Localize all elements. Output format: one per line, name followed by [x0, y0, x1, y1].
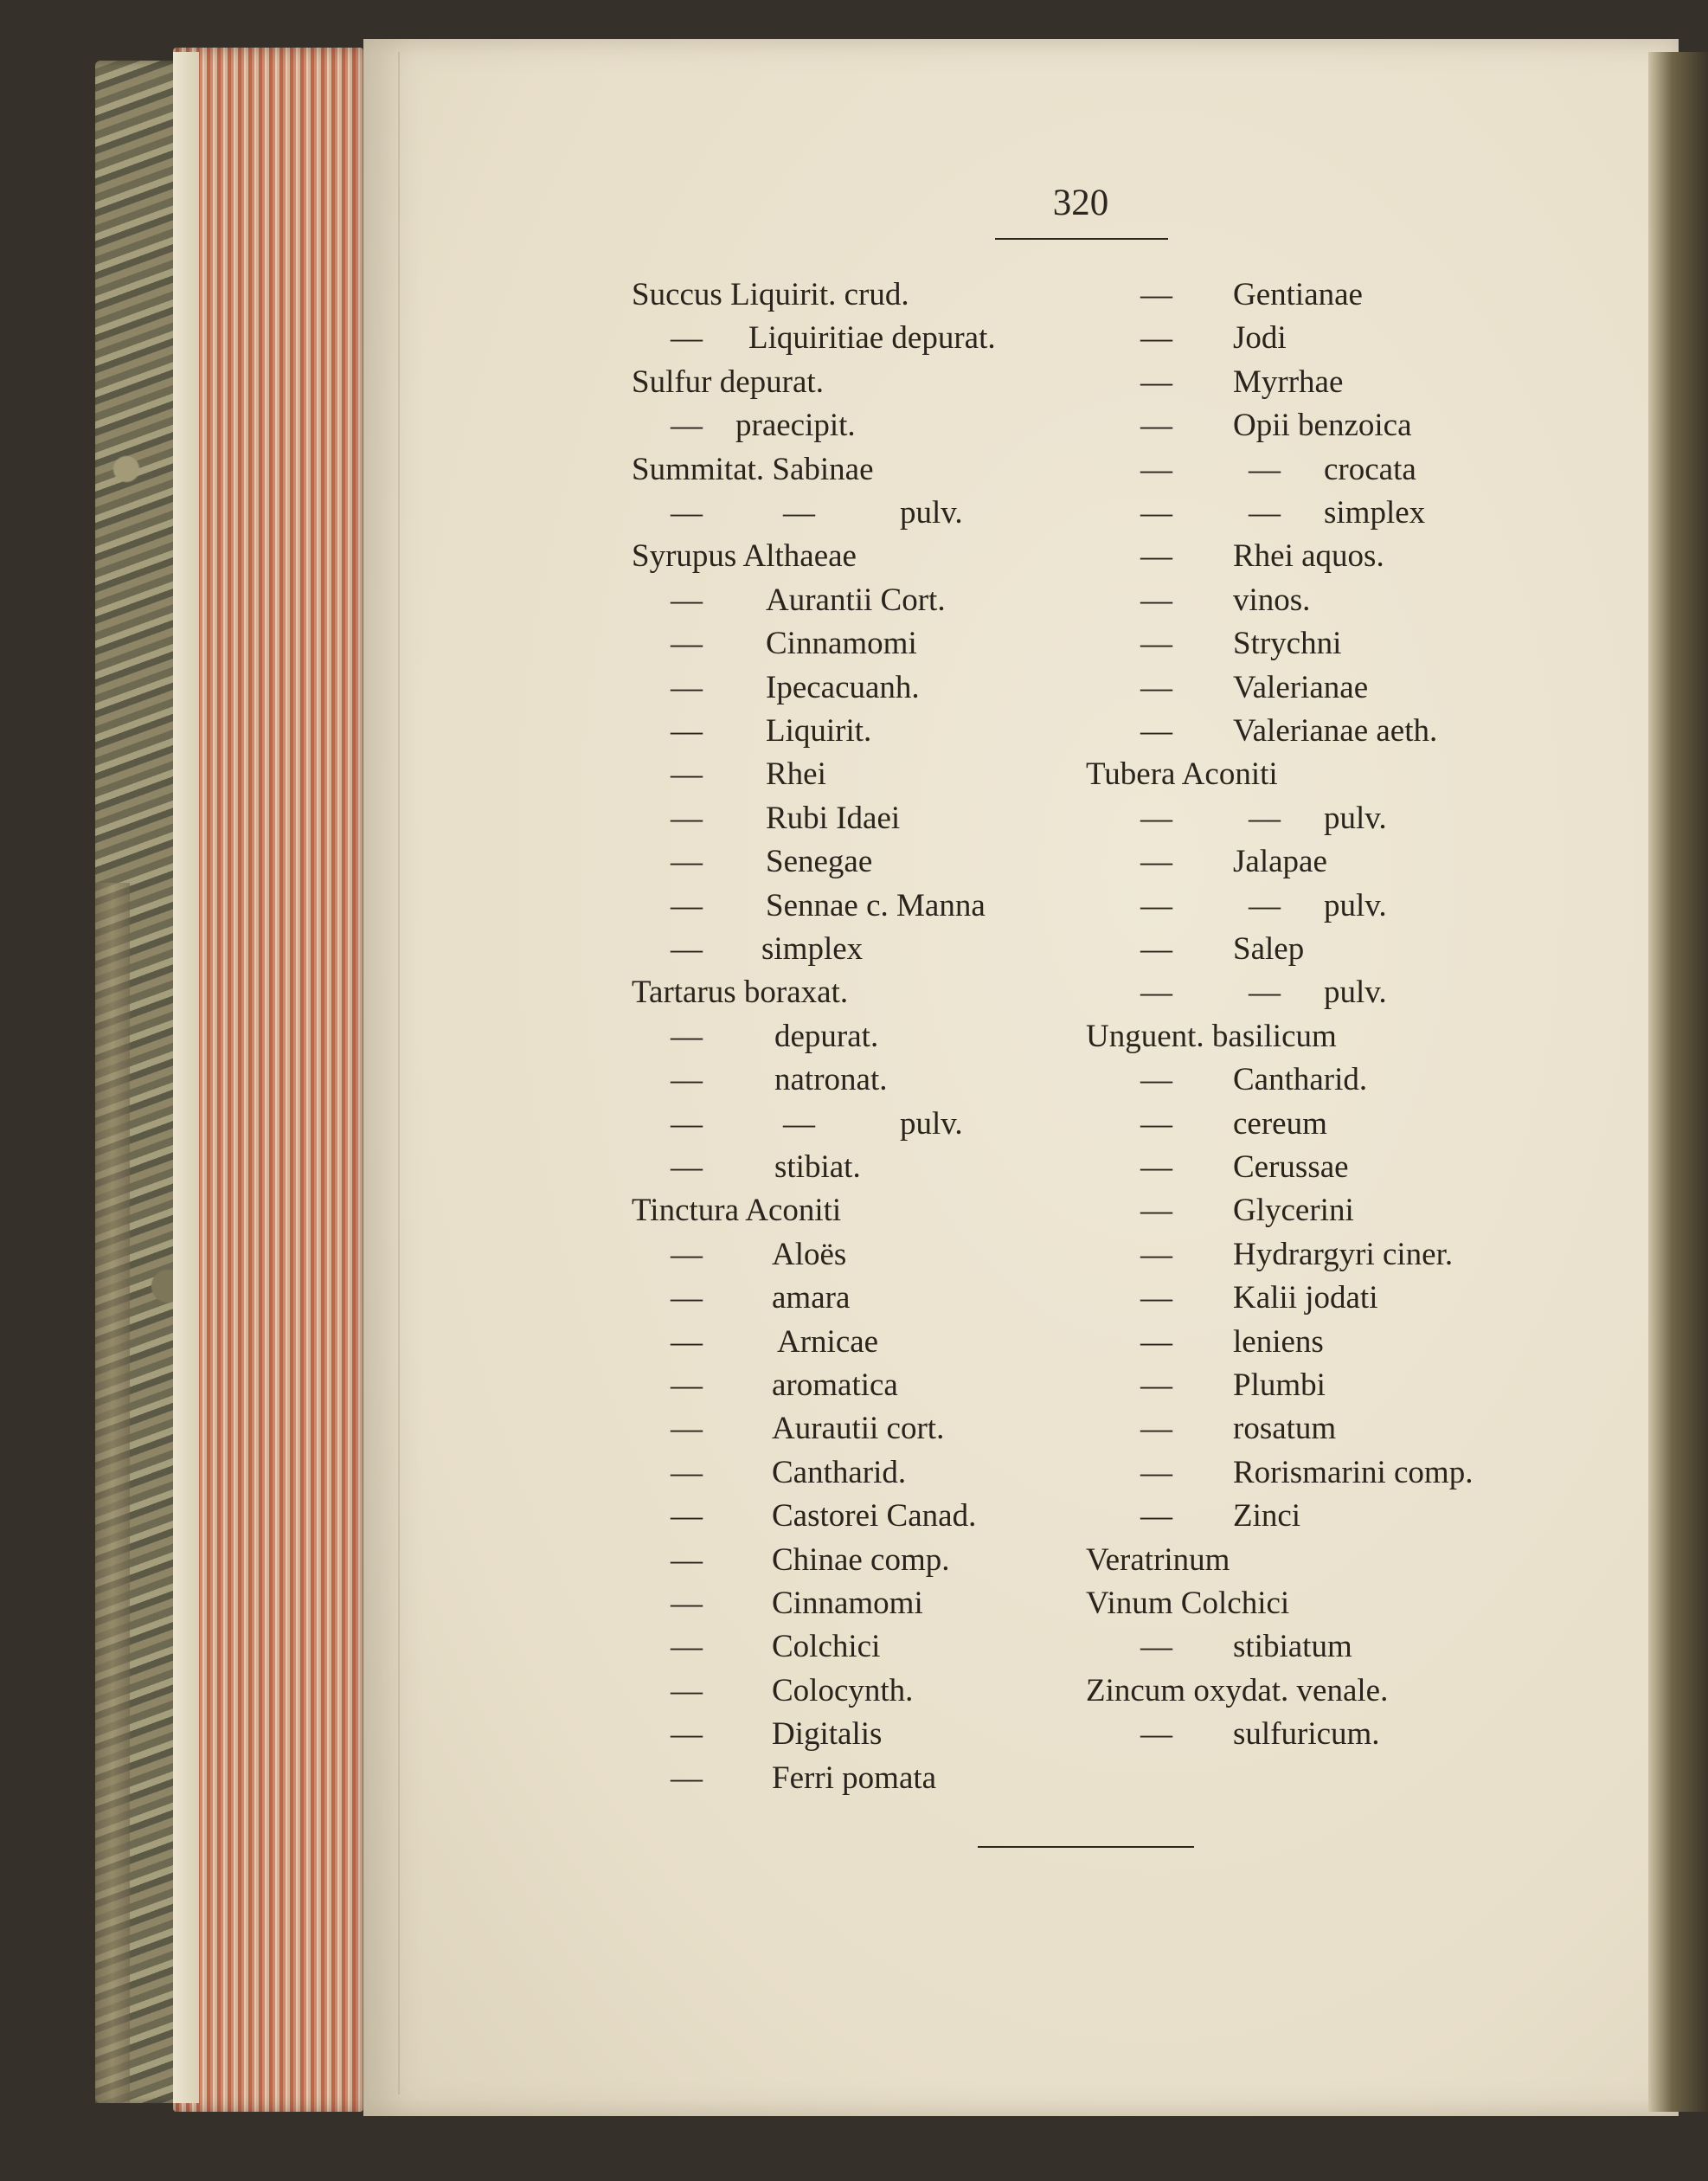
ditto-dash: —	[1140, 1367, 1172, 1403]
ditto-dash: —	[1140, 364, 1172, 400]
page-edges	[173, 48, 363, 2112]
entry-text: Aurautii cort.	[772, 1411, 945, 1447]
ditto-dash: —	[1140, 320, 1172, 357]
entry-text: depurat.	[774, 1018, 879, 1054]
entry-text: Tubera Aconiti	[1086, 756, 1278, 793]
ditto-dash: —	[671, 1541, 703, 1578]
entry-text: Sennae c. Manna	[766, 887, 986, 923]
entry-text: pulv.	[1324, 975, 1387, 1011]
ditto-dash: —	[1140, 931, 1172, 967]
entry-text: pulv.	[900, 1105, 963, 1142]
ditto-dash: —	[1140, 800, 1172, 836]
entry-text: Jodi	[1233, 320, 1287, 357]
ditto-dash: —	[671, 669, 703, 705]
entry-text: Tartarus boraxat.	[632, 975, 849, 1011]
entry-text: Rubi Idaei	[766, 800, 901, 836]
ditto-dash: —	[671, 1062, 703, 1098]
ditto-dash: —	[1249, 495, 1281, 531]
entry-text: stibiatum	[1233, 1629, 1352, 1665]
entry-text: praecipit.	[735, 408, 856, 444]
ditto-dash: —	[671, 1323, 703, 1360]
entry-text: Zincum oxydat. venale.	[1086, 1672, 1389, 1708]
entry-text: Gentianae	[1233, 277, 1363, 312]
ditto-dash: —	[1140, 1454, 1172, 1490]
ditto-dash: —	[671, 626, 703, 662]
entry-text: Cinnamomi	[766, 626, 917, 662]
entry-text: Colchici	[772, 1629, 881, 1665]
entry-text: Zinci	[1233, 1498, 1301, 1534]
entry-text: Cerussae	[1233, 1149, 1349, 1185]
ditto-dash: —	[1140, 1498, 1172, 1534]
entry-text: Castorei Canad.	[772, 1498, 977, 1534]
page-number: 320	[1052, 183, 1109, 223]
entry-text: sulfuricum.	[1233, 1716, 1380, 1753]
ditto-dash: —	[1140, 582, 1172, 618]
entry-text: Arnicae	[777, 1323, 879, 1360]
ditto-dash: —	[1249, 451, 1281, 487]
entry-text: Jalapae	[1233, 844, 1327, 880]
ditto-dash: —	[671, 1586, 703, 1621]
ditto-dash: —	[1140, 495, 1172, 531]
entry-text: Valerianae	[1233, 669, 1369, 705]
ditto-dash: —	[1140, 451, 1172, 487]
entry-text: Rorismarini comp.	[1233, 1454, 1474, 1490]
entry-text: Aurantii Cort.	[766, 582, 946, 618]
ditto-dash: —	[671, 1498, 703, 1534]
ditto-dash: —	[671, 1760, 703, 1796]
entry-text: Sulfur depurat.	[632, 364, 824, 400]
entry-text: pulv.	[1324, 887, 1387, 923]
entry-text: Cinnamomi	[772, 1586, 923, 1621]
cover-spine	[95, 883, 130, 2103]
ditto-dash: —	[671, 1280, 703, 1316]
entry-text: Myrrhae	[1233, 364, 1344, 400]
ditto-dash: —	[1140, 844, 1172, 880]
entry-text: Veratrinum	[1086, 1541, 1230, 1578]
ditto-dash: —	[1140, 887, 1172, 923]
ditto-dash: —	[1249, 887, 1281, 923]
entry-text: crocata	[1324, 451, 1416, 487]
ditto-dash: —	[1140, 669, 1172, 705]
entry-text: Unguent. basilicum	[1086, 1018, 1337, 1054]
ditto-dash: —	[1140, 1105, 1172, 1142]
header-rule	[995, 238, 1168, 240]
ditto-dash: —	[1140, 1629, 1172, 1665]
entry-text: Salep	[1233, 931, 1305, 967]
ditto-dash: —	[671, 495, 703, 531]
entry-text: Rhei aquos.	[1233, 538, 1384, 575]
entry-text: Succus Liquirit. crud.	[632, 277, 909, 312]
entry-text: Cantharid.	[772, 1454, 907, 1490]
ditto-dash: —	[1140, 1193, 1172, 1229]
entry-text: Cantharid.	[1233, 1062, 1368, 1098]
entry-text: Glycerini	[1233, 1193, 1354, 1229]
ditto-dash: —	[1140, 1062, 1172, 1098]
entry-text: simplex	[761, 931, 864, 967]
ditto-dash: —	[1249, 975, 1281, 1011]
ditto-dash: —	[671, 1672, 703, 1708]
ditto-dash: —	[671, 1367, 703, 1403]
entry-text: amara	[772, 1280, 851, 1316]
entry-text: Rhei	[766, 756, 826, 793]
ditto-dash: —	[1140, 1716, 1172, 1753]
ditto-dash: —	[783, 495, 815, 531]
ditto-dash: —	[671, 1454, 703, 1490]
entry-text: Ferri pomata	[772, 1760, 937, 1796]
ditto-dash: —	[671, 1411, 703, 1447]
entry-text: Vinum Colchici	[1086, 1586, 1290, 1621]
entry-text: Senegae	[766, 844, 873, 880]
ditto-dash: —	[671, 1716, 703, 1753]
ditto-dash: —	[1249, 800, 1281, 836]
ditto-dash: —	[671, 1236, 703, 1272]
ditto-dash: —	[671, 931, 703, 967]
entry-text: aromatica	[772, 1367, 898, 1403]
entry-text: cereum	[1233, 1105, 1327, 1142]
ditto-dash: —	[783, 1105, 815, 1142]
entry-text: pulv.	[1324, 800, 1387, 836]
ditto-dash: —	[671, 1105, 703, 1142]
ditto-dash: —	[671, 408, 703, 444]
entry-text: Chinae comp.	[772, 1541, 950, 1578]
ditto-dash: —	[671, 844, 703, 880]
ditto-dash: —	[671, 1018, 703, 1054]
entry-text: simplex	[1324, 495, 1426, 531]
ditto-dash: —	[1140, 1323, 1172, 1360]
ditto-dash: —	[1140, 1236, 1172, 1272]
entry-text: Plumbi	[1233, 1367, 1326, 1403]
entry-text: Aloës	[772, 1236, 847, 1272]
entry-text: natronat.	[774, 1062, 888, 1098]
ditto-dash: —	[671, 887, 703, 923]
entry-text: vinos.	[1233, 582, 1311, 618]
ditto-dash: —	[671, 800, 703, 836]
entry-text: leniens	[1233, 1323, 1324, 1360]
entry-text: Colocynth.	[772, 1672, 914, 1708]
ditto-dash: —	[671, 756, 703, 793]
entry-text: Opii benzoica	[1233, 408, 1412, 444]
ditto-dash: —	[671, 320, 703, 357]
page-edges-light	[173, 52, 199, 2103]
page-gutter	[398, 52, 1663, 2094]
ditto-dash: —	[1140, 713, 1172, 749]
ditto-dash: —	[1140, 408, 1172, 444]
entry-text: pulv.	[900, 495, 963, 531]
next-page-edge	[1648, 52, 1708, 2112]
entry-text: Hydrargyri ciner.	[1233, 1236, 1454, 1272]
footer-rule	[978, 1846, 1194, 1848]
entry-text: Liquiritiae depurat.	[748, 320, 996, 357]
ditto-dash: —	[1140, 626, 1172, 662]
entry-text: stibiat.	[774, 1149, 861, 1185]
ditto-dash: —	[1140, 277, 1172, 312]
entry-text: Syrupus Althaeae	[632, 538, 857, 575]
ditto-dash: —	[1140, 975, 1172, 1011]
entry-text: Liquirit.	[766, 713, 872, 749]
entry-text: Ipecacuanh.	[766, 669, 920, 705]
ditto-dash: —	[1140, 538, 1172, 575]
entry-text: Valerianae aeth.	[1233, 713, 1438, 749]
entry-text: Summitat. Sabinae	[632, 451, 874, 487]
entry-text: Strychni	[1233, 626, 1342, 662]
ditto-dash: —	[1140, 1280, 1172, 1316]
ditto-dash: —	[1140, 1411, 1172, 1447]
entry-text: rosatum	[1233, 1411, 1337, 1447]
ditto-dash: —	[671, 582, 703, 618]
ditto-dash: —	[1140, 1149, 1172, 1185]
ditto-dash: —	[671, 1629, 703, 1665]
entry-text: Digitalis	[772, 1716, 883, 1753]
ditto-dash: —	[671, 1149, 703, 1185]
entry-text: Kalii jodati	[1233, 1280, 1378, 1316]
ditto-dash: —	[671, 713, 703, 749]
entry-text: Tinctura Aconiti	[632, 1193, 842, 1229]
